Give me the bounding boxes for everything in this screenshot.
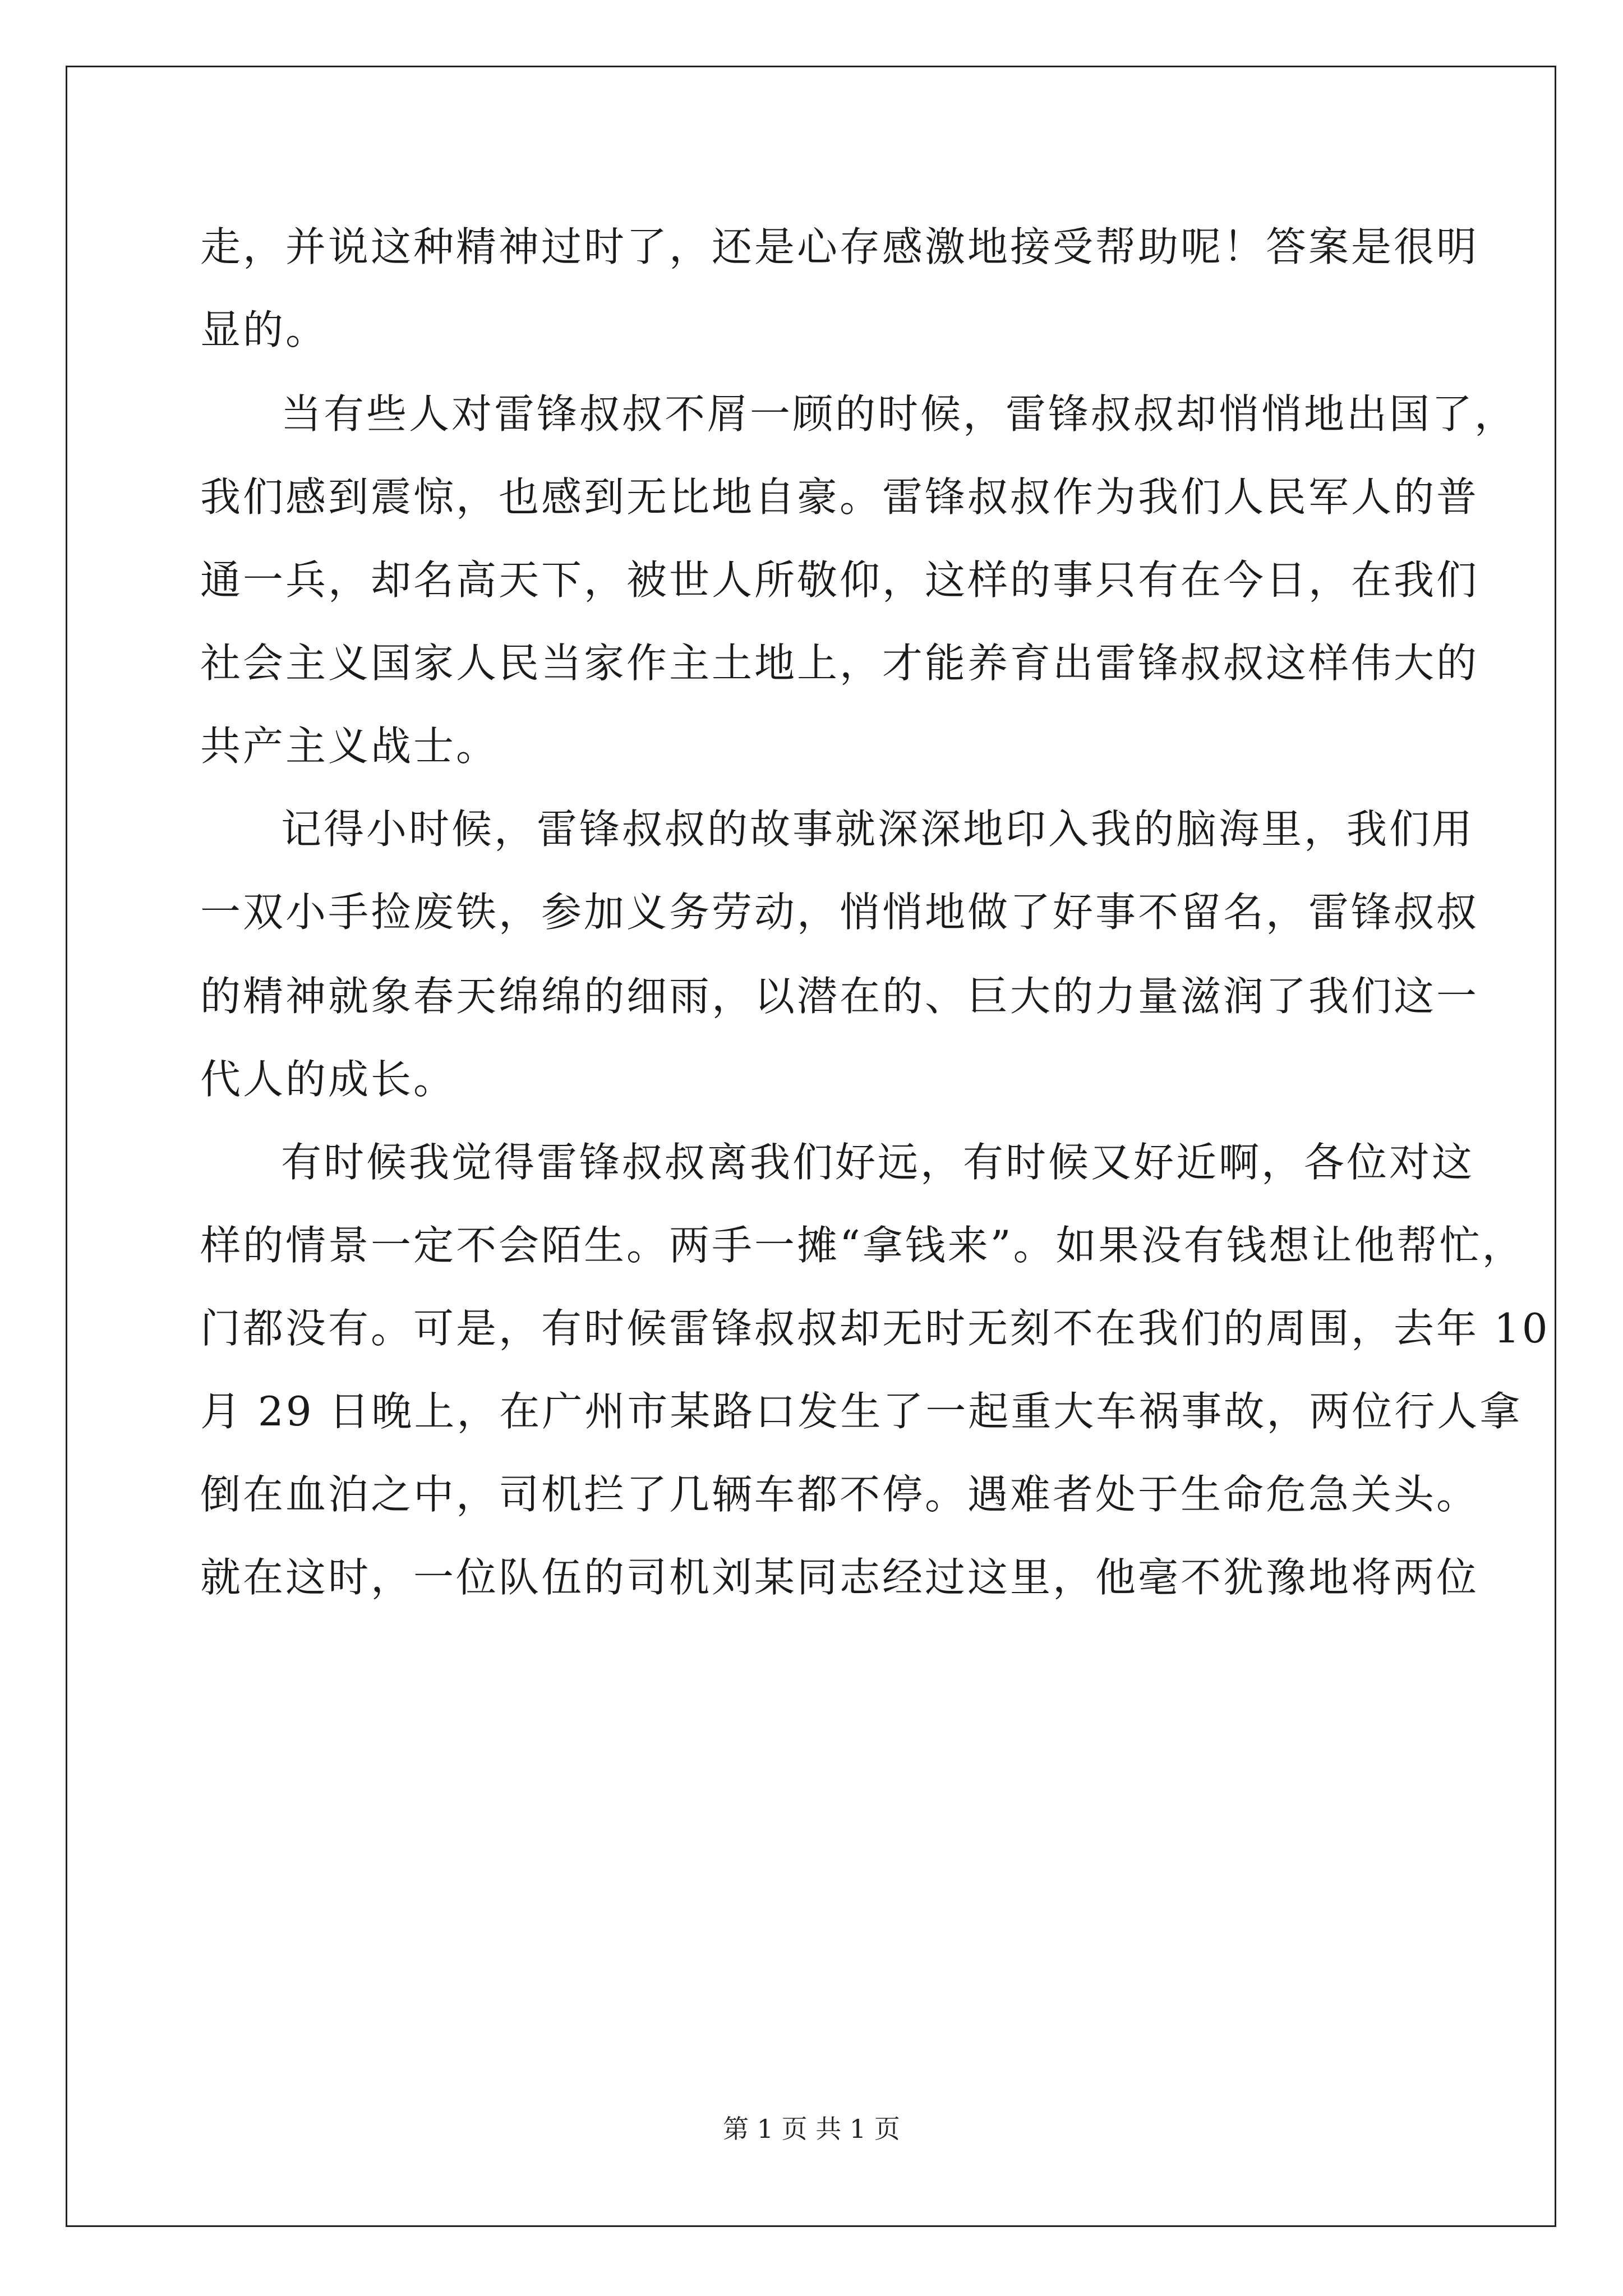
text-line: 一双小手捡废铁，参加义务劳动，悄悄地做了好事不留名，雷锋叔叔 — [200, 889, 1479, 936]
text-line: 代人的成长。 — [200, 1056, 457, 1103]
text-line: 有时候我觉得雷锋叔叔离我们好远，有时候又好近啊，各位对这 — [281, 1139, 1475, 1186]
text-line: 通一兵，却名高天下，被世人所敬仰，这样的事只有在今日，在我们 — [200, 556, 1479, 604]
text-line: 当有些人对雷锋叔叔不屑一顾的时候，雷锋叔叔却悄悄地出国了， — [281, 390, 1518, 438]
text-line: 社会主义国家人民当家作主土地上，才能养育出雷锋叔叔这样伟大的 — [200, 639, 1479, 687]
text-line: 门都没有。可是，有时候雷锋叔叔却无时无刻不在我们的周围，去年 10 — [200, 1305, 1550, 1352]
text-line: 倒在血泊之中，司机拦了几辆车都不停。遇难者处于生命危急关头。 — [200, 1471, 1479, 1518]
page-footer: 第 1 页 共 1 页 — [723, 2114, 900, 2144]
text-line: 样的情景一定不会陌生。两手一摊“拿钱来”。如果没有钱想让他帮忙， — [200, 1222, 1525, 1269]
text-line: 月 29 日晚上，在广州市某路口发生了一起重大车祸事故，两位行人拿 — [200, 1388, 1523, 1435]
text-line: 我们感到震惊，也感到无比地自豪。雷锋叔叔作为我们人民军人的普 — [200, 473, 1479, 521]
text-line: 共产主义战士。 — [200, 723, 499, 770]
text-line: 走，并说这种精神过时了，还是心存感激地接受帮助呢！答案是很明 — [200, 223, 1479, 270]
text-line: 记得小时候，雷锋叔叔的故事就深深地印入我的脑海里，我们用 — [281, 806, 1475, 853]
text-line: 就在这时，一位队伍的司机刘某同志经过这里，他毫不犹豫地将两位 — [200, 1554, 1479, 1601]
text-line: 显的。 — [200, 306, 329, 353]
text-line: 的精神就象春天绵绵的细雨，以潜在的、巨大的力量滋润了我们这一 — [200, 973, 1479, 1020]
